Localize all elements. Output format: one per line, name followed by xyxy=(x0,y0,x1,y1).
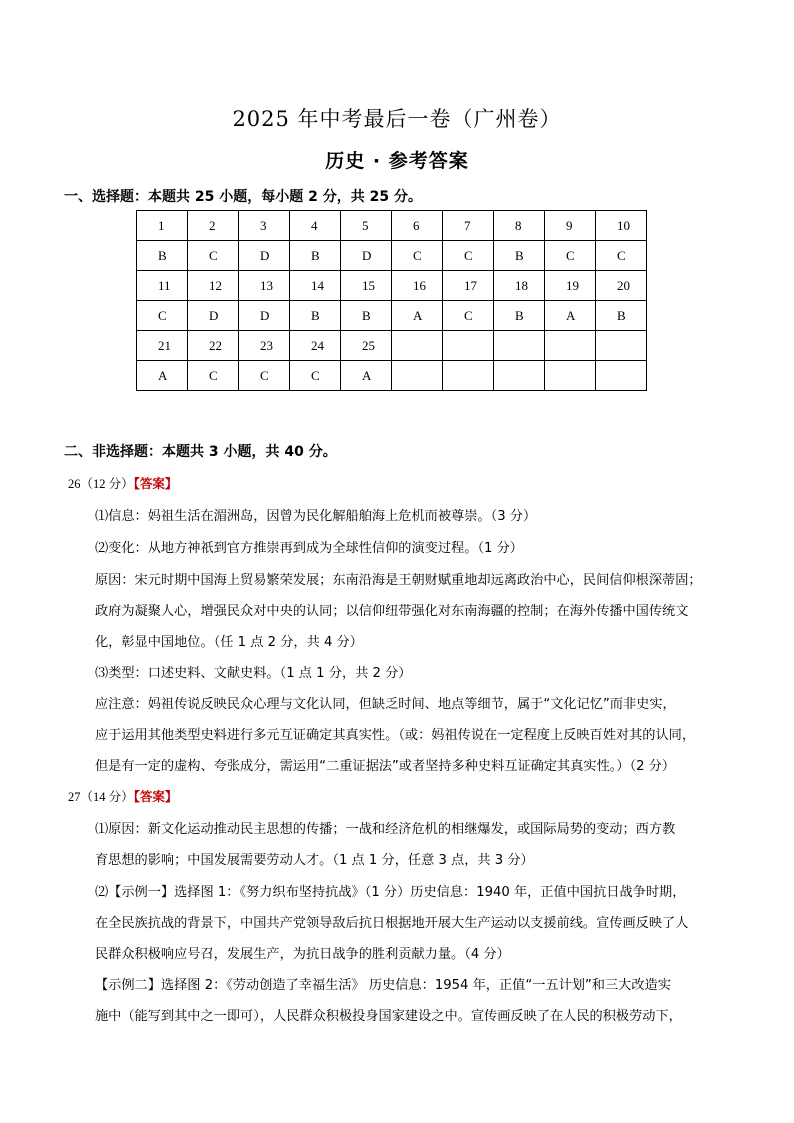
question-number-cell: 17 xyxy=(443,271,494,301)
answer-cell xyxy=(545,361,596,391)
question-number-cell xyxy=(545,331,596,361)
answer-cell: C xyxy=(545,241,596,271)
answer-cell: D xyxy=(341,241,392,271)
question-number-cell: 18 xyxy=(494,271,545,301)
answer-cell: B xyxy=(494,301,545,331)
question-number-cell: 21 xyxy=(137,331,188,361)
question-number-cell: 4 xyxy=(290,211,341,241)
q26-line: ⑵变化：从地方神祇到官方推崇再到成为全球性信仰的演变过程。（1 分） xyxy=(95,541,523,556)
answer-cell: C xyxy=(239,361,290,391)
question-number-cell xyxy=(443,331,494,361)
q27-line: 【示例二】选择图 2：《劳动创造了幸福生活》 历史信息：1954 年，正值“一五计划”和三大改造实 xyxy=(95,978,671,993)
q26-line: ⑴信息：妈祖生活在湄洲岛，因曾为民化解船舶海上危机而被尊崇。（3 分） xyxy=(95,509,537,524)
q27-line: 育思想的影响；中国发展需要劳动人才。（1 点 1 分，任意 3 点，共 3 分） xyxy=(95,853,534,868)
question-number-cell xyxy=(392,331,443,361)
answer-cell: C xyxy=(137,301,188,331)
q26-line: ⑶类型：口述史料、文献史料。（1 点 1 分，共 2 分） xyxy=(95,666,412,681)
answer-cell: B xyxy=(494,241,545,271)
question-number-cell: 2 xyxy=(188,211,239,241)
q26-heading xyxy=(68,474,177,492)
question-number-cell: 12 xyxy=(188,271,239,301)
answer-cell: C xyxy=(443,241,494,271)
answer-table xyxy=(136,210,647,391)
question-number-row xyxy=(137,211,647,241)
q26-line: 但是有一定的虚构、夸张成分，需运用“二重证据法”或者坚持多种史料互证确定其真实性。）（2 分） xyxy=(95,759,676,774)
q26-line: 应注意：妈祖传说反映民众心理与文化认同，但缺乏时间、地点等细节，属于“文化记忆”而非史实， xyxy=(95,697,676,712)
q27-line: 民群众积极响应号召，发展生产，为抗日战争的胜利贡献力量。（4 分） xyxy=(95,947,510,962)
q26-line: 原因：宋元时期中国海上贸易繁荣发展；东南沿海是王朝财赋重地却远离政治中心，民间信仰根深蒂固； xyxy=(95,573,702,588)
q26-answer-tag: 【答案】 xyxy=(133,476,178,491)
answer-cell: B xyxy=(290,241,341,271)
section-1-heading: 一、选择题：本题共 25 小题，每小题 2 分，共 25 分。 xyxy=(64,189,422,205)
document-title: 2025 年中考最后一卷（广州卷） xyxy=(232,107,562,131)
q26-line: 政府为凝聚人心，增强民众对中央的认同；以信仰纽带强化对东南海疆的控制；在海外传播中国传统文 xyxy=(95,604,689,619)
question-number-cell xyxy=(494,331,545,361)
question-number-cell: 14 xyxy=(290,271,341,301)
question-number-cell: 24 xyxy=(290,331,341,361)
question-number-cell: 15 xyxy=(341,271,392,301)
q27-heading xyxy=(68,787,177,805)
answer-cell: C xyxy=(392,241,443,271)
answer-cell: B xyxy=(596,301,647,331)
answer-row xyxy=(137,361,647,391)
question-number-cell: 13 xyxy=(239,271,290,301)
answer-cell: A xyxy=(545,301,596,331)
question-number-cell: 7 xyxy=(443,211,494,241)
answer-cell xyxy=(443,361,494,391)
q26-line: 应于运用其他类型史料进行多元互证确定其真实性。（或：妈祖传说在一定程度上反映百姓对其的认同， xyxy=(95,728,696,743)
answer-cell: C xyxy=(443,301,494,331)
answer-cell xyxy=(494,361,545,391)
question-number-cell: 5 xyxy=(341,211,392,241)
question-number-cell: 1 xyxy=(137,211,188,241)
question-number-cell: 8 xyxy=(494,211,545,241)
question-number-cell: 3 xyxy=(239,211,290,241)
question-number-cell: 10 xyxy=(596,211,647,241)
answer-cell: B xyxy=(290,301,341,331)
answer-cell: D xyxy=(239,241,290,271)
question-number-row xyxy=(137,331,647,361)
answer-cell: B xyxy=(137,241,188,271)
question-number-cell: 25 xyxy=(341,331,392,361)
document-subtitle: 历史 · 参考答案 xyxy=(325,150,469,172)
answer-row xyxy=(137,301,647,331)
answer-row xyxy=(137,241,647,271)
q27-line: ⑵【示例一】选择图 1：《努力织布坚持抗战》（1 分）历史信息：1940 年，正值中国抗日战争时期， xyxy=(95,885,686,900)
q27-line: ⑴原因：新文化运动推动民主思想的传播；一战和经济危机的相继爆发，或国际局势的变动；西方教 xyxy=(95,822,676,837)
answer-cell: D xyxy=(239,301,290,331)
q27-line: 在全民族抗战的背景下，中国共产党领导敌后抗日根据地开展大生产运动以支援前线。宣传画反映了人 xyxy=(95,916,689,931)
q27-score: 27（14 分） xyxy=(68,790,134,804)
question-number-cell: 11 xyxy=(137,271,188,301)
question-number-cell: 19 xyxy=(545,271,596,301)
answer-cell: C xyxy=(596,241,647,271)
answer-cell: C xyxy=(188,361,239,391)
question-number-cell: 23 xyxy=(239,331,290,361)
answer-cell xyxy=(392,361,443,391)
question-number-cell: 6 xyxy=(392,211,443,241)
answer-cell: A xyxy=(137,361,188,391)
answer-cell: B xyxy=(341,301,392,331)
question-number-row xyxy=(137,271,647,301)
answer-cell: A xyxy=(341,361,392,391)
answer-cell: D xyxy=(188,301,239,331)
question-number-cell: 16 xyxy=(392,271,443,301)
section-2-heading: 二、非选择题：本题共 3 小题，共 40 分。 xyxy=(64,444,337,460)
q26-line: 化，彰显中国地位。（任 1 点 2 分，共 4 分） xyxy=(95,635,363,650)
question-number-cell: 9 xyxy=(545,211,596,241)
q27-answer-tag: 【答案】 xyxy=(133,789,178,804)
answer-cell: A xyxy=(392,301,443,331)
question-number-cell: 20 xyxy=(596,271,647,301)
question-number-cell: 22 xyxy=(188,331,239,361)
answer-cell: C xyxy=(290,361,341,391)
q26-score: 26（12 分） xyxy=(68,477,134,491)
question-number-cell xyxy=(596,331,647,361)
q27-line: 施中（能写到其中之一即可），人民群众积极投身国家建设之中。宣传画反映了在人民的积极劳动下， xyxy=(95,1009,682,1024)
answer-cell xyxy=(596,361,647,391)
answer-cell: C xyxy=(188,241,239,271)
